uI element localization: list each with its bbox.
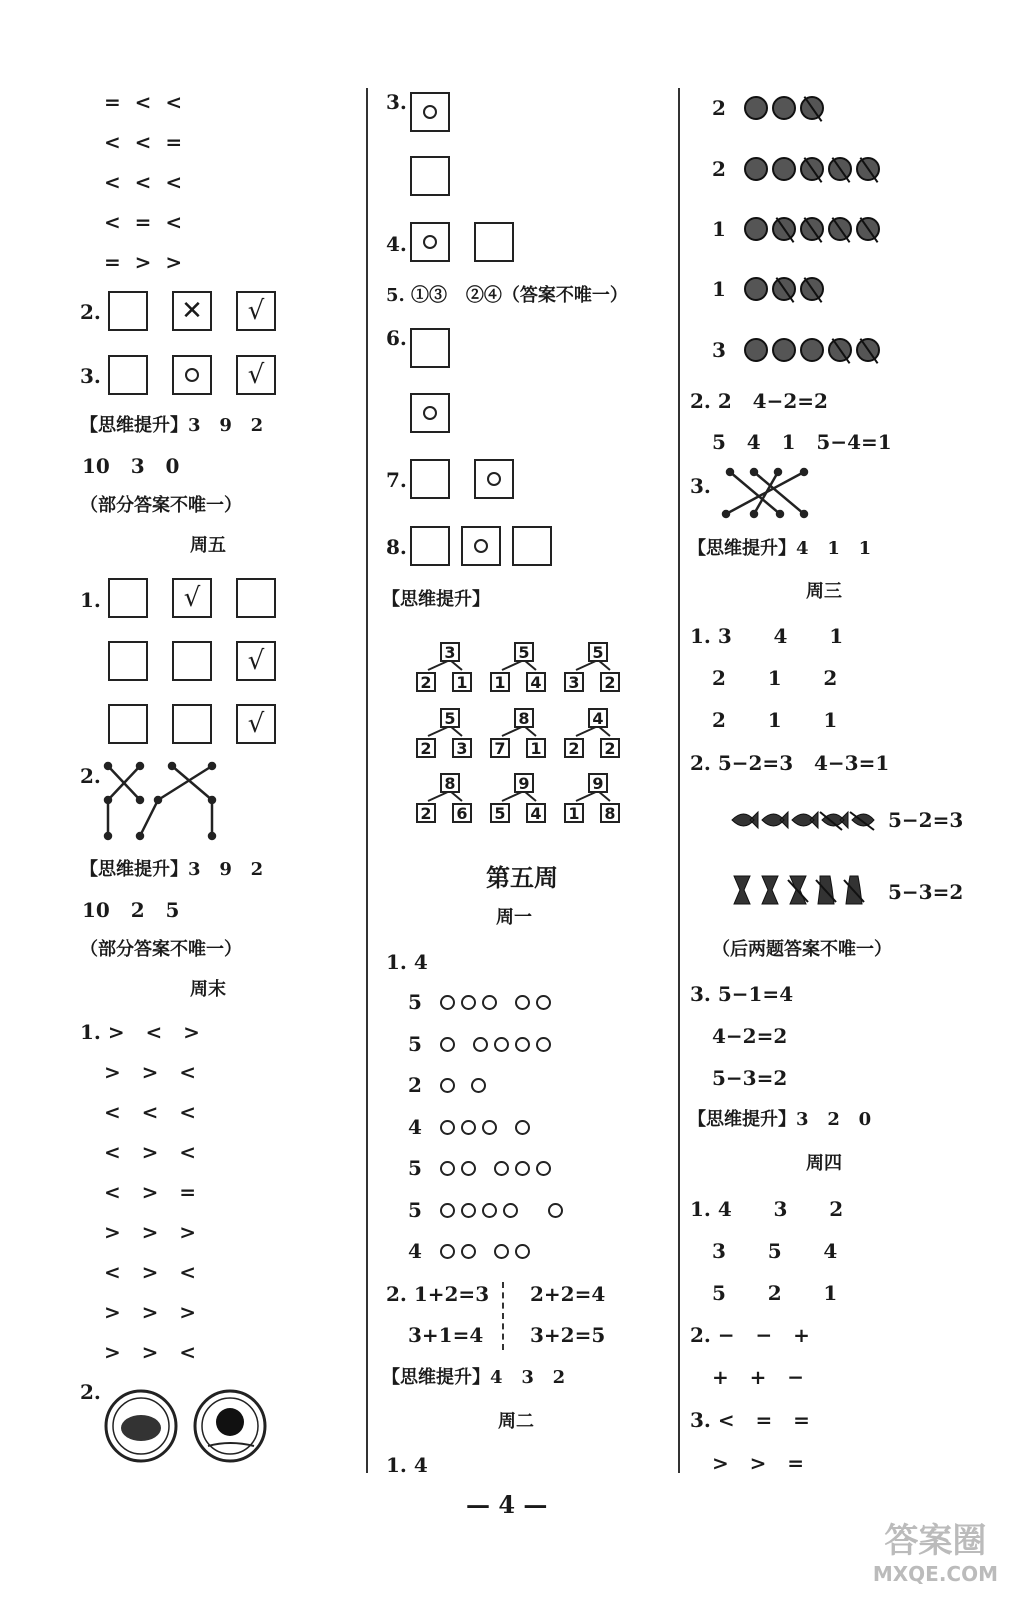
watermark-url: MXQE.COM <box>872 1562 998 1586</box>
dot-row-num: 3 <box>712 338 726 362</box>
matching-lines-diagram <box>718 466 810 522</box>
answer-box <box>108 355 148 395</box>
weekend-q1: 1. > < > <box>80 1020 200 1044</box>
tree-top-box: 9 <box>588 773 608 793</box>
column-divider-2 <box>678 88 680 1473</box>
watermark-logo: 答案圈 <box>884 1521 987 1561</box>
note: （部分答案不唯一） <box>80 939 242 960</box>
tree-left-box: 2 <box>564 738 584 758</box>
tree-left-box: 1 <box>564 803 584 823</box>
mon-row-num: 5 <box>408 1198 422 1222</box>
question-number: 2. <box>80 1380 101 1404</box>
answer-box <box>108 291 148 331</box>
mon-q1: 1. 4 <box>386 950 428 974</box>
mon-q2-left-bottom: 3+1=4 <box>408 1323 484 1347</box>
tree-top-box: 5 <box>588 642 608 662</box>
vase-row-illustration <box>730 874 870 908</box>
dot-row <box>744 277 824 301</box>
dot-row-num: 2 <box>712 157 726 181</box>
tree-top-box: 8 <box>440 773 460 793</box>
answer-box <box>512 526 552 566</box>
weekend-row: > > > <box>104 1220 197 1244</box>
circle-group <box>440 1239 530 1263</box>
answer-box <box>172 704 212 744</box>
wed-row: 1. 3 4 1 <box>690 624 844 648</box>
tree-top-box: 8 <box>514 708 534 728</box>
section-heading-wed: 周三 <box>806 581 842 602</box>
answer-box <box>410 526 450 566</box>
circle-box <box>410 393 450 433</box>
mon-q2-right-bottom: 3+2=5 <box>530 1323 606 1347</box>
circle-box <box>461 526 501 566</box>
thu-row: 1. 4 3 2 <box>690 1197 844 1221</box>
tree-right-box: 4 <box>526 803 546 823</box>
dot-row-num: 1 <box>712 277 726 301</box>
answer-box <box>410 156 450 196</box>
note: （后两题答案不唯一） <box>712 939 892 960</box>
think-heading: 【思维提升】3 9 2 <box>80 859 264 880</box>
mon-q2-left-top: 2. 1+2=3 <box>386 1282 490 1306</box>
circle-group <box>440 1073 486 1097</box>
section-heading-mon: 周一 <box>496 907 532 928</box>
check-box: √ <box>236 355 276 395</box>
think-heading: 【思维提升】4 1 1 <box>688 538 872 559</box>
weekend-row: < < < <box>104 1100 197 1124</box>
dot-row-num: 1 <box>712 217 726 241</box>
note: （部分答案不唯一） <box>80 495 242 516</box>
tree-top-box: 5 <box>440 708 460 728</box>
answer-box <box>410 459 450 499</box>
tree-right-box: 2 <box>600 738 620 758</box>
dot-row-num: 2 <box>712 96 726 120</box>
tree-right-box: 8 <box>600 803 620 823</box>
mon-row-num: 2 <box>408 1073 422 1097</box>
plates-illustration <box>104 1388 274 1468</box>
tree-left-box: 7 <box>490 738 510 758</box>
circle-group <box>440 1032 551 1056</box>
section-heading-thu: 周四 <box>806 1153 842 1174</box>
think-heading: 【思维提升】 <box>382 589 490 610</box>
section-heading-weekend: 周末 <box>190 979 226 1000</box>
tree-right-box: 1 <box>526 738 546 758</box>
equation: 5−3=2 <box>888 880 964 904</box>
q5-answer: 5. ①③ ②④（答案不唯一） <box>386 285 628 306</box>
section-heading-tue: 周二 <box>498 1411 534 1432</box>
dot-row <box>744 96 824 120</box>
answer-box <box>410 328 450 368</box>
tree-right-box: 3 <box>452 738 472 758</box>
answer-box <box>474 222 514 262</box>
tree-left-box: 5 <box>490 803 510 823</box>
thu-q3: 3. < = = <box>690 1408 810 1432</box>
tree-left-box: 2 <box>416 803 436 823</box>
question-number: 4. <box>386 232 407 256</box>
circle-box <box>410 92 450 132</box>
tree-right-box: 6 <box>452 803 472 823</box>
thu-q2: + + − <box>712 1365 805 1389</box>
wed-row: 2 1 1 <box>712 708 838 732</box>
answer-box <box>172 641 212 681</box>
tree-left-box: 2 <box>416 672 436 692</box>
question-number: 7. <box>386 468 407 492</box>
tree-top-box: 9 <box>514 773 534 793</box>
cross-box: ✕ <box>172 291 212 331</box>
question-number: 3. <box>386 90 407 114</box>
mon-row-num: 5 <box>408 1156 422 1180</box>
think-heading: 【思维提升】3 2 0 <box>688 1109 872 1130</box>
think-answers: 10 3 0 <box>82 454 180 478</box>
circle-group <box>440 1198 563 1222</box>
tree-top-box: 4 <box>588 708 608 728</box>
dot-row <box>744 157 880 181</box>
thu-q2: 2. − − + <box>690 1323 810 1347</box>
tree-top-box: 5 <box>514 642 534 662</box>
tue-q1: 1. 4 <box>386 1453 428 1477</box>
weekend-row: > > < <box>104 1060 197 1084</box>
fish-row-illustration <box>730 806 880 836</box>
thu-q3: > > = <box>712 1451 805 1475</box>
mon-row-num: 5 <box>408 990 422 1014</box>
page-number: — 4 — <box>466 1490 548 1519</box>
wed-q2: 2. 5−2=3 4−3=1 <box>690 751 890 775</box>
section-heading-fri: 周五 <box>190 535 226 556</box>
weekend-row: > > > <box>104 1300 197 1324</box>
circle-group <box>440 1156 551 1180</box>
thu-row: 3 5 4 <box>712 1239 838 1263</box>
weekend-row: < > < <box>104 1260 197 1284</box>
answer-box <box>108 578 148 618</box>
think-heading: 【思维提升】4 3 2 <box>382 1367 566 1388</box>
matching-lines-diagram <box>100 760 230 842</box>
cmp-row-2: < < = <box>104 130 183 154</box>
thu-row: 5 2 1 <box>712 1281 838 1305</box>
cmp-row-3: < < < <box>104 170 183 194</box>
tree-left-box: 2 <box>416 738 436 758</box>
circle-group <box>440 990 551 1014</box>
wed-q3-line: 4−2=2 <box>712 1024 788 1048</box>
circle-box <box>172 355 212 395</box>
tree-right-box: 4 <box>526 672 546 692</box>
question-number: 6. <box>386 326 407 350</box>
question-number: 8. <box>386 535 407 559</box>
think-answers: 10 2 5 <box>82 898 180 922</box>
tree-right-box: 1 <box>452 672 472 692</box>
mon-row-num: 4 <box>408 1115 422 1139</box>
check-box: √ <box>172 578 212 618</box>
question-number: 3. <box>80 364 101 388</box>
circle-box <box>474 459 514 499</box>
question-number: 2. <box>80 300 101 324</box>
answer-box <box>236 578 276 618</box>
answer-box <box>108 641 148 681</box>
weekend-row: < > = <box>104 1180 197 1204</box>
tree-right-box: 2 <box>600 672 620 692</box>
tree-top-box: 3 <box>440 642 460 662</box>
tree-left-box: 1 <box>490 672 510 692</box>
circle-group <box>440 1115 530 1139</box>
weekend-row: < > < <box>104 1140 197 1164</box>
cmp-row-4: < = < <box>104 210 183 234</box>
check-box: √ <box>236 641 276 681</box>
column-divider-1 <box>366 88 368 1473</box>
q2-line-1: 2. 2 4−2=2 <box>690 389 828 413</box>
check-box: √ <box>236 704 276 744</box>
weekend-row: > > < <box>104 1340 197 1364</box>
wed-q3-line: 3. 5−1=4 <box>690 982 794 1006</box>
dashed-divider <box>502 1282 504 1350</box>
dot-row <box>744 338 880 362</box>
circle-box <box>410 222 450 262</box>
equation: 5−2=3 <box>888 808 964 832</box>
mon-row-num: 5 <box>408 1032 422 1056</box>
check-box: √ <box>236 291 276 331</box>
week-title: 第五周 <box>486 863 558 892</box>
question-number: 3. <box>690 474 711 498</box>
question-number: 2. <box>80 764 101 788</box>
cmp-row-1: = < < <box>104 90 183 114</box>
mon-q2-right-top: 2+2=4 <box>530 1282 606 1306</box>
q2-line-2: 5 4 1 5−4=1 <box>712 430 892 454</box>
think-heading: 【思维提升】3 9 2 <box>80 415 264 436</box>
watermark <box>873 1513 998 1586</box>
answer-box <box>108 704 148 744</box>
mon-row-num: 4 <box>408 1239 422 1263</box>
question-number: 1. <box>80 588 101 612</box>
cmp-row-5: = > > <box>104 250 183 274</box>
wed-q3-line: 5−3=2 <box>712 1066 788 1090</box>
dot-row <box>744 217 880 241</box>
tree-left-box: 3 <box>564 672 584 692</box>
wed-row: 2 1 2 <box>712 666 838 690</box>
